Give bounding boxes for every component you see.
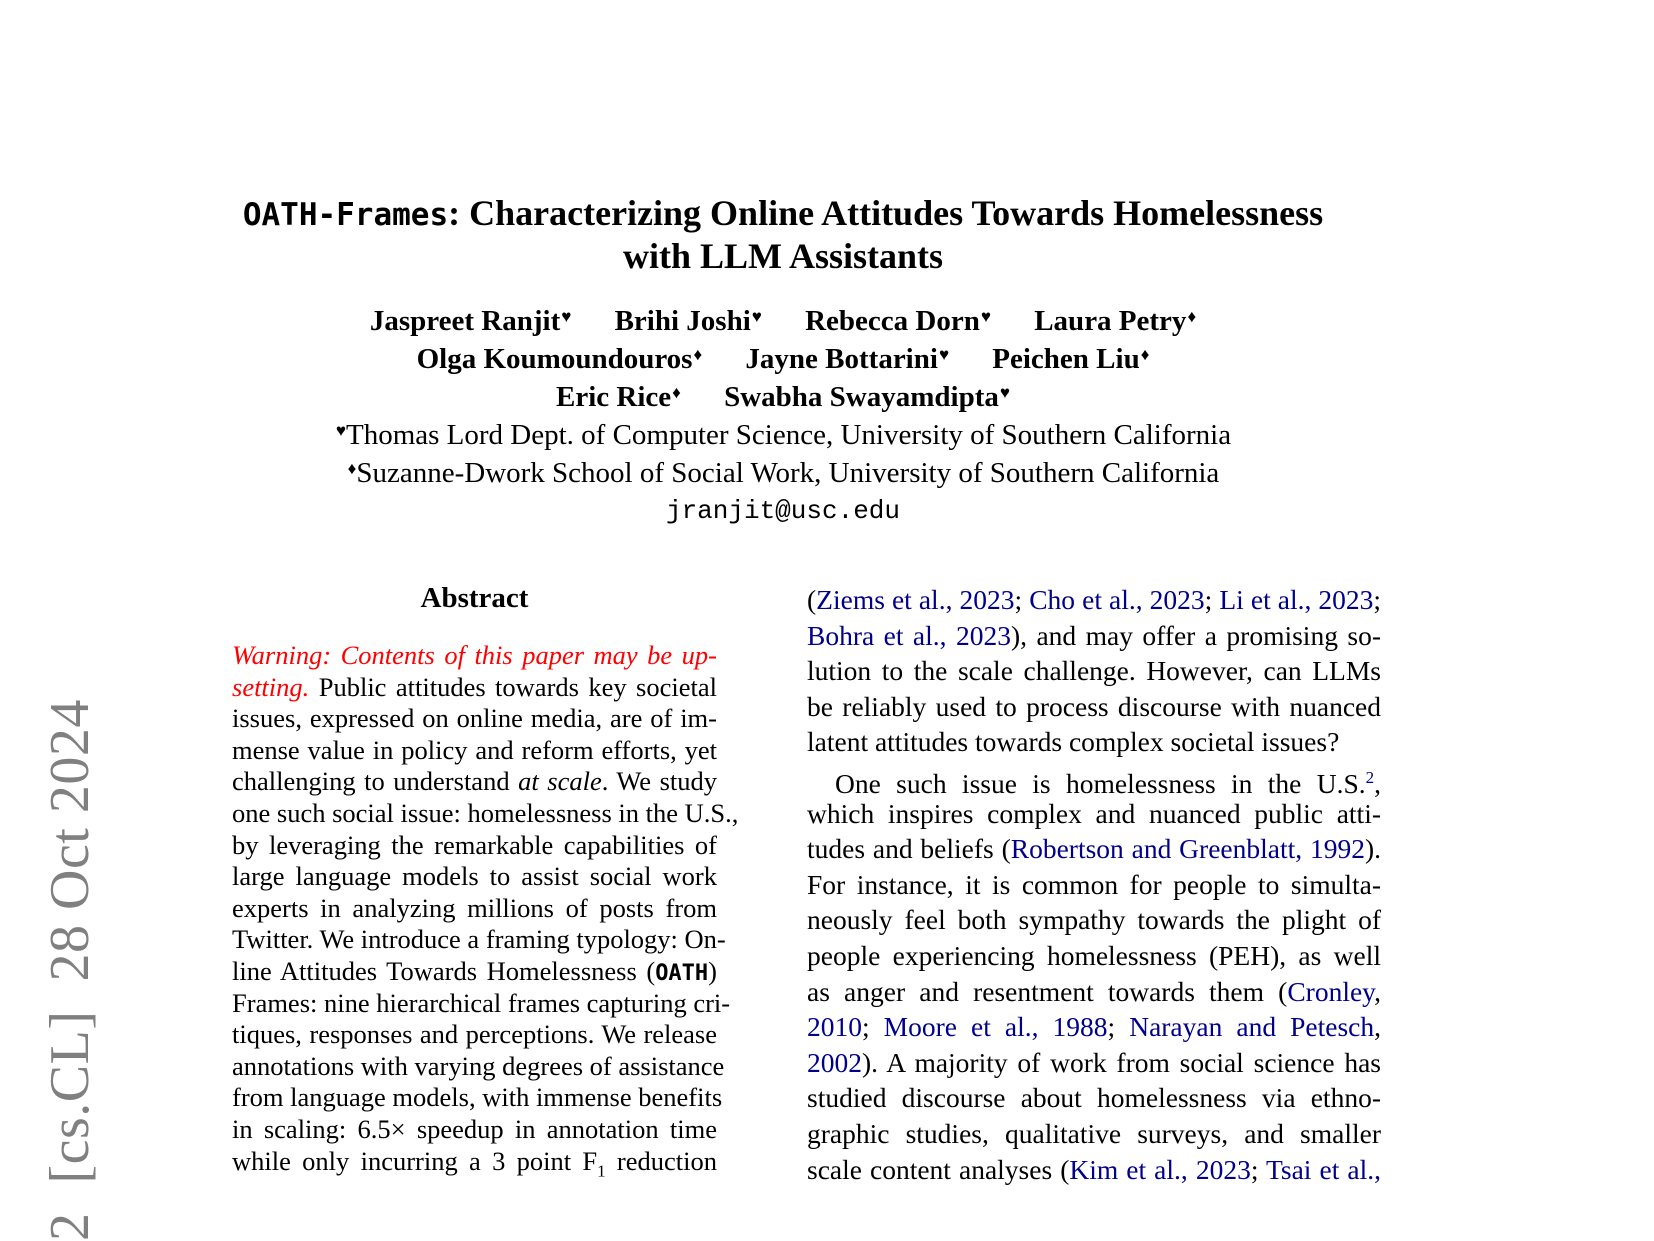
citation-link[interactable]: 2002 bbox=[807, 1046, 862, 1078]
diamond-icon: ♦ bbox=[1140, 345, 1150, 364]
affiliation-social-work: ♦Suzanne-Dwork School of Social Work, University of Southern California bbox=[347, 457, 1220, 489]
citation-link[interactable]: Cronley bbox=[1287, 975, 1375, 1007]
author: Peichen Liu♦ bbox=[992, 343, 1150, 375]
author: Jayne Bottarini♥ bbox=[745, 343, 950, 375]
diamond-icon: ♦ bbox=[1187, 307, 1197, 326]
heart-icon: ♥ bbox=[751, 307, 762, 326]
citation-link[interactable]: Ziems et al., 2023 bbox=[816, 584, 1015, 615]
citation-link[interactable]: Cho et al., 2023 bbox=[1029, 584, 1205, 615]
author-row-2 bbox=[0, 340, 1566, 378]
abstract-heading: Abstract bbox=[420, 582, 529, 614]
author: Jaspreet Ranjit♥ bbox=[369, 305, 572, 337]
author: Olga Koumoundouros♦ bbox=[416, 343, 703, 375]
author-row-3 bbox=[0, 378, 1566, 416]
arxiv-category: [cs.CL] bbox=[39, 1010, 101, 1184]
author: Rebecca Dorn♥ bbox=[805, 305, 991, 337]
heart-icon: ♥ bbox=[980, 307, 991, 326]
arxiv-date: 28 Oct 2024 bbox=[39, 699, 101, 982]
author: Laura Petry♦ bbox=[1034, 305, 1197, 337]
content-warning-cont: setting. bbox=[232, 671, 310, 702]
abstract-body: Warning: Contents of this paper may be up- setting. Public attitudes towards key societal issues, expressed on online media, are of im- mense value in policy and reform efforts, yet challenging to understand at scale. We study one such social issue: homelessness in the U.S., by leveraging the remarkable capabilities of large language models to assist social work experts in analyzing millions of posts from Twitter. We introduce a framing typology: On- line Attitudes Towards Homelessness (OATH) Frames: nine hierarchical frames capturing cri- tiques, responses and perceptions. We release annotations with varying degrees of assistance from language models, with immense benefits in scaling: 6.5× speedup in annotation time while only incurring a 3 point $F_1$ reduction bbox=[232, 640, 739, 1180]
affiliation-cs: ♥Thomas Lord Dept. of Computer Science, University of Southern California bbox=[335, 419, 1232, 451]
arxiv-id-fragment: 2 bbox=[39, 1212, 101, 1241]
title-line2: with LLM Assistants bbox=[622, 236, 944, 276]
diamond-icon: ♦ bbox=[347, 459, 357, 478]
diamond-icon: ♦ bbox=[693, 345, 703, 364]
citation-link[interactable]: Bohra et al., 2023 bbox=[807, 619, 1011, 651]
footnote-link[interactable]: 2 bbox=[1365, 767, 1375, 787]
title-line1: : Characterizing Online Attitudes Towards Homelessness bbox=[448, 193, 1324, 233]
citation-link[interactable]: Tsai et al., bbox=[1266, 1153, 1381, 1185]
author: Swabha Swayamdipta♥ bbox=[724, 381, 1010, 413]
diamond-icon: ♦ bbox=[672, 383, 681, 402]
heart-icon: ♥ bbox=[938, 345, 950, 364]
contact-email[interactable]: jranjit@usc.edu bbox=[665, 496, 901, 526]
content-warning: Warning: Contents of this paper may be up- bbox=[232, 640, 717, 670]
author: Eric Rice♦ bbox=[556, 381, 681, 413]
introduction-body: (Ziems et al., 2023; Cho et al., 2023; Li et al., 2023; Bohra et al., 2023), and may offer a promising so- lution to the scale challenge. However, can LLMs be reliably used to process discourse with nuanced latent attitudes towards complex societal issues? One such issue is homelessness in the U.S.$^2$, which inspires complex and nuanced public atti- tudes and beliefs (Robertson and Greenblatt, 1992). For instance, it is common for people to simulta- neously feel both sympathy towards the plight of people experiencing homelessness (PEH), as well as anger and resentment towards them (Cronley, 2010; Moore et al., 1988; Narayan and Petesch, 2002). A majority of work from social science has studied discourse about homelessness via ethno- graphic studies, qualitative surveys, and smaller scale content analyses (Kim et al., 2023; Tsai et al., bbox=[807, 584, 1382, 1185]
citation-link[interactable]: Narayan and Petesch bbox=[1129, 1011, 1375, 1043]
author: Brihi Joshi♥ bbox=[614, 305, 762, 337]
citation-link[interactable]: Robertson and Greenblatt, 1992 bbox=[1010, 833, 1365, 865]
citation-link[interactable]: Moore et al., 1988 bbox=[883, 1011, 1108, 1043]
author-row-1 bbox=[0, 302, 1566, 340]
heart-icon: ♥ bbox=[335, 421, 346, 440]
paper-title bbox=[0, 193, 1566, 277]
heart-icon: ♥ bbox=[561, 307, 572, 326]
citation-link[interactable]: 2010 bbox=[807, 1011, 862, 1043]
citation-link[interactable]: Kim et al., 2023 bbox=[1069, 1153, 1251, 1185]
citation-link[interactable]: Li et al., 2023 bbox=[1219, 584, 1374, 615]
oath-acronym: OATH bbox=[655, 960, 709, 986]
heart-icon: ♥ bbox=[999, 383, 1010, 402]
arxiv-stamp bbox=[39, 699, 101, 1241]
system-name: OATH-Frames bbox=[242, 197, 449, 233]
